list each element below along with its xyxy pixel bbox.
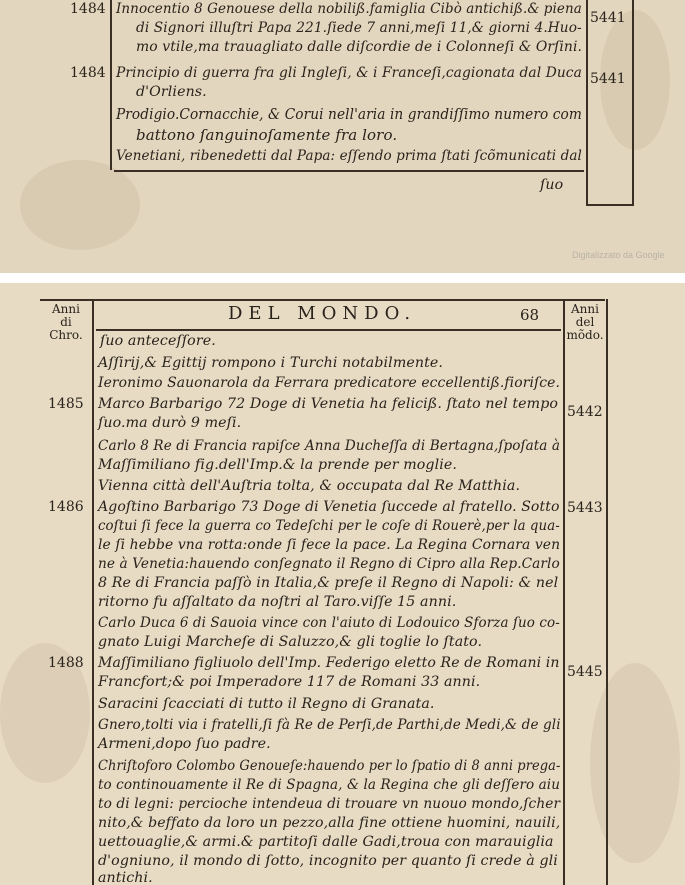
entry-line: Venetiani, ribenedetti dal Papa: eſſendo prima ſtati ſcõmunicati dal: [116, 148, 582, 164]
entry-line: uettouaglie,& armi.& partitoſi dalle Gadi,troua con marauiglia: [98, 834, 554, 850]
bottom-corner-rule: [586, 204, 634, 206]
entry-line: battono ſanguinoſamente fra loro.: [136, 126, 398, 144]
right-column-rule: [563, 299, 565, 885]
left-column-rule: [110, 0, 112, 170]
entry-line: nito,& beffato da loro un pezzo,alla fine ottiene huomini, nauili,: [98, 815, 561, 831]
entry-line: Gnero,tolti via i fratelli,ſi fà Re de Perſi,de Parthi,de Medi,& de gli: [98, 717, 561, 733]
entry-line: Innocentio 8 Genouese della nobiliß.famiglia Cibò antichiß.& piena: [116, 1, 582, 17]
left-column-header: [42, 303, 90, 342]
entry-line: Agoſtino Barbarigo 73 Doge di Venetia ſuccede al fratello. Sotto: [98, 499, 560, 515]
entry-line: Saracini ſcacciati di tutto il Regno di Granata.: [98, 696, 435, 712]
entry-year: 1486: [48, 499, 84, 515]
right-header-line: del: [575, 315, 595, 329]
digitization-watermark: Digitalizzato da Google: [572, 250, 665, 260]
entry-line: antichi.: [98, 870, 153, 885]
right-header-line: Anni: [571, 302, 599, 316]
bottom-rule: [114, 170, 584, 172]
entry-line: ſuo.ma durò 9 meſi.: [98, 415, 242, 431]
entry-line: coſtui ſi fece la guerra co Tedeſchi per le coſe di Rouerè,per la qua-: [98, 518, 560, 534]
entry-year: 1485: [48, 396, 84, 412]
page-number: 68: [520, 306, 540, 324]
entry-line: mo vtile,ma trauagliato dalle diſcordie de i Colonneſi & Orſini.: [136, 39, 583, 55]
paper-stain: [590, 663, 680, 863]
entry-world-year: 5441: [590, 71, 626, 87]
entry-line: Principio di guerra fra gli Ingleſi, & i Franceſi,cagionata dal Duca: [116, 65, 582, 81]
outer-column-rule: [606, 299, 608, 885]
top-frame-rule: [40, 299, 605, 301]
entry-line: Ieronimo Sauonarola da Ferrara predicatore eccellentiß.fioriſce.: [98, 375, 561, 391]
left-header-line: Anni: [52, 302, 80, 316]
entry-line: Carlo 8 Re di Francia rapiſce Anna Ducheſſa di Bertagna,ſpoſata à: [98, 438, 561, 454]
entry-line: Vienna città dell'Auſtria tolta, & occupata dal Re Matthia.: [98, 478, 521, 494]
entry-line: Prodigio.Cornacchie, & Corui nell'aria in grandiſſimo numero com: [116, 105, 582, 123]
page-separator: [0, 273, 685, 283]
entry-line: Marco Barbarigo 72 Doge di Venetia ha feliciß. ſtato nel tempo: [98, 396, 559, 412]
entry-year: 1484: [70, 1, 106, 17]
entry-line: to di legni: percioche intendeua di trouare vn nuouo mondo,ſcher: [98, 796, 561, 812]
entry-line: Maſſimiliano figliuolo dell'Imp. Federigo eletto Re de Romani in: [98, 655, 560, 671]
top-page-scan: [0, 0, 685, 273]
entry-line: 8 Re di Francia paſſò in Italia,& preſe il Regno di Napoli: & nel: [98, 575, 559, 591]
entry-line: di Signori illuſtri Papa 221.ſiede 7 anni,meſi 11,& giorni 4.Huo-: [136, 20, 582, 36]
entry-line: le ſi hebbe vna rotta:onde ſi fece la pace. La Regina Cornara ven: [98, 537, 561, 553]
entry-line: gnato Luigi Marcheſe di Saluzzo,& gli toglie lo ſtato.: [98, 634, 483, 650]
left-header-line: di: [60, 315, 72, 329]
running-title: DEL MONDO.: [228, 303, 417, 324]
entry-line: ne à Venetia:hauendo conſegnato il Regno di Cipro alla Rep.Carlo: [98, 556, 560, 572]
entry-line: ritorno fu aſſaltato da noſtri al Taro.viſſe 15 anni.: [98, 594, 457, 610]
right-column-rule: [586, 0, 588, 206]
paper-stain: [20, 160, 140, 250]
entry-world-year: 5442: [567, 404, 603, 420]
entry-year: 1488: [48, 655, 84, 671]
bottom-page-scan: [0, 283, 685, 885]
catchword: ſuo: [540, 177, 564, 193]
entry-world-year: 5445: [567, 664, 603, 680]
entry-line: Armeni,dopo ſuo padre.: [98, 736, 271, 752]
header-underline-rule: [96, 329, 561, 331]
outer-column-rule: [632, 0, 634, 206]
entry-year: 1484: [70, 65, 106, 81]
entry-line: ſuo anteceſſore.: [100, 333, 216, 349]
entry-line: Aſſirij,& Egittij rompono i Turchi notabilmente.: [98, 355, 444, 371]
entry-line: Carlo Duca 6 di Sauoia vince con l'aiuto di Lodouico Sforza ſuo co-: [98, 615, 560, 631]
left-header-line: Chro.: [49, 328, 83, 342]
left-column-rule: [92, 299, 94, 885]
entry-line: d'ogniuno, il mondo di ſotto, incognito per quanto ſi crede à gli: [98, 853, 558, 869]
entry-line: to continouamente il Re di Spagna, & la Regina che gli deſſero aiu: [98, 777, 561, 793]
entry-line: Chriſtoforo Colombo Genoueſe:hauendo per lo ſpatio di 8 anni prega-: [98, 758, 561, 774]
entry-line: d'Orliens.: [136, 84, 207, 100]
entry-line: Maſſimiliano fig.dell'Imp.& la prende per moglie.: [98, 457, 457, 473]
entry-world-year: 5441: [590, 10, 626, 26]
right-column-header: [564, 303, 606, 342]
entry-world-year: 5443: [567, 500, 603, 516]
right-header-line: mõdo.: [566, 328, 604, 342]
entry-line: Francfort;& poi Imperadore 117 de Romani 33 anni.: [98, 674, 481, 690]
